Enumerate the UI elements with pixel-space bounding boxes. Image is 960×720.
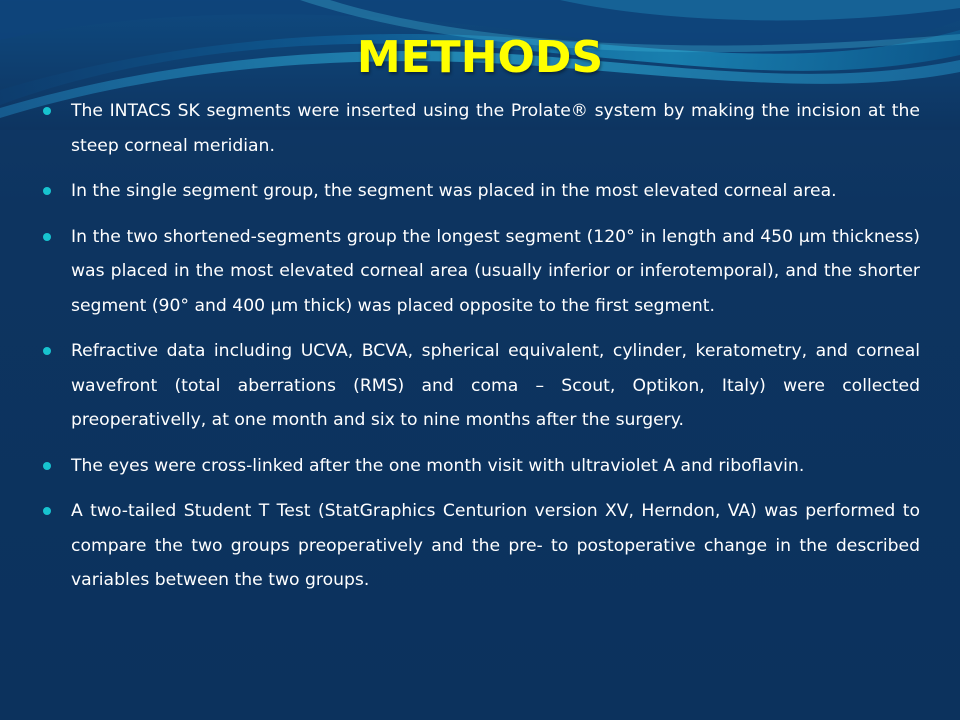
bullet-item	[40, 94, 920, 163]
bullet-dot-icon	[43, 507, 51, 515]
bullet-item	[40, 220, 920, 324]
slide-title: METHODS	[356, 32, 604, 83]
bullet-text: The INTACS SK segments were inserted using the Prolate® system by making the incision at the steep corneal meridian.	[71, 101, 920, 156]
bullet-item	[40, 449, 920, 484]
bullet-dot-icon	[43, 347, 51, 355]
bullet-dot-icon	[43, 107, 51, 115]
bullet-text: In the two shortened-segments group the longest segment (120° in length and 450 µm thickness) was placed in the most elevated corneal area (usually inferior or inferotemporal), and the shorter segment (90° and 400 µm thick) was placed opposite to the first segment.	[71, 226, 920, 316]
bullet-dot-icon	[43, 462, 51, 470]
bullet-list	[40, 94, 920, 609]
bullet-text: A two-tailed Student T Test (StatGraphics Centurion version XV, Herndon, VA) was performed to compare the two groups preoperatively and the pre- to postoperative change in the described variables between the two groups.	[71, 501, 920, 590]
bullet-text: In the single segment group, the segment was placed in the most elevated corneal area.	[71, 181, 837, 201]
bullet-dot-icon	[43, 233, 51, 241]
bullet-item	[40, 494, 920, 598]
bullet-dot-icon	[43, 187, 51, 195]
bullet-item	[40, 334, 920, 438]
bullet-text: The eyes were cross-linked after the one month visit with ultraviolet A and riboflavin.	[71, 455, 805, 476]
bullet-item	[40, 174, 920, 209]
bullet-text: Refractive data including UCVA, BCVA, spherical equivalent, cylinder, keratometry, and corneal wavefront (total aberrations (RMS) and coma – Scout, Optikon, Italy) were collected preoperativelly, at one month and six to nine months after the surgery.	[71, 341, 920, 430]
